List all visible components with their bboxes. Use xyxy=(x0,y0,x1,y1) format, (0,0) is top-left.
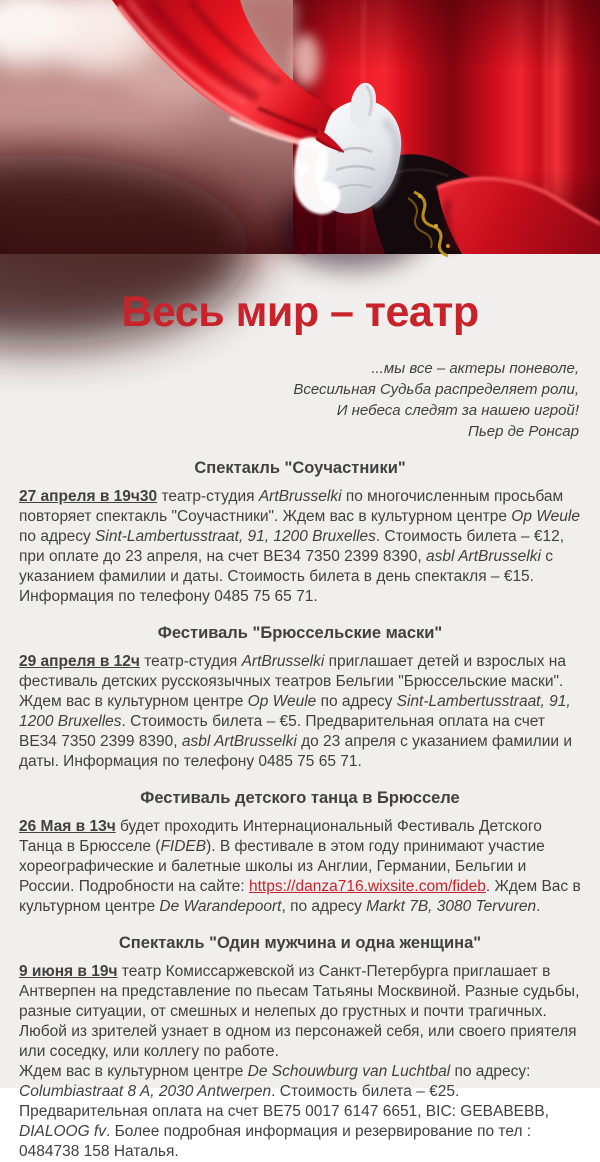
epigraph-line: ...мы все – актеры поневоле, xyxy=(371,360,579,377)
event-date: 26 Мая в 13ч xyxy=(19,818,116,835)
text-run: Columbiastraat 8 A, 2030 Antwerpen xyxy=(19,1083,272,1100)
section-heading: Фестиваль детского танца в Брюсселе xyxy=(140,789,460,807)
section-body xyxy=(19,817,581,917)
epigraph-author: Пьер де Ронсар xyxy=(467,423,579,440)
text-run: по многочисленным просьбам повторяет спектакль "Соучастники". Ждем вас в культурном центре xyxy=(19,488,564,525)
text-run: будет проходить Интернациональный Фестиваль Детского Танца в Брюсселе ( xyxy=(19,818,542,855)
newsletter-body xyxy=(0,288,600,1162)
text-run: театр-студия xyxy=(157,488,259,505)
text-run: De Warandepoort xyxy=(159,898,282,915)
epigraph-line: И небеса следят за нашею игрой! xyxy=(336,402,579,419)
text-run: до 23 апреля с указанием фамилии и даты. Информация по телефону 0485 75 65 71. xyxy=(19,733,572,770)
text-run: asbl ArtBrusselki xyxy=(426,548,541,565)
event-date: 27 апреля в 19ч30 xyxy=(19,488,158,505)
text-run: asbl ArtBrusselki xyxy=(181,733,297,750)
text-run: по адресу xyxy=(316,693,397,710)
section-heading: Спектакль "Один мужчина и одна женщина" xyxy=(118,934,482,952)
text-run: Ждем вас в культурном центре xyxy=(19,1063,248,1080)
text-run: ArtBrusselki xyxy=(241,653,325,670)
section-heading: Спектакль "Соучастники" xyxy=(194,459,406,477)
text-run: театр Комиссаржевской из Санкт-Петербурга приглашает в Антверпен на представление по пьесам Татьяны Москвиной. Разные судьбы, разные ситуации, от смешных и нелепых до грустных и почти трагичных. Любой из зрителей узнает в одном из персонажей себя, или своего приятеля или соседку, или коллегу по работе. xyxy=(19,963,580,1060)
text-run: FIDEB xyxy=(160,838,207,855)
text-run: Sint-Lambertusstraat, 91, 1200 Bruxelles xyxy=(95,528,376,545)
text-run: . Более подробная информация и резервирование по тел : 0484738 158 Наталья. xyxy=(19,1123,532,1160)
text-run: Op Weule xyxy=(511,508,580,525)
curtain-hand-illustration xyxy=(0,0,600,254)
text-run: ). В фестивале в этом году принимают участие хореографические и балетные школы из Англии, Германии, Бельгии и России. Подробности на сайте: xyxy=(19,838,545,895)
text-run: Sint-Lambertusstraat, 91, 1200 Bruxelles xyxy=(19,693,571,730)
page-title: Весь мир – театр xyxy=(121,288,479,336)
epigraph xyxy=(19,358,581,442)
epigraph-line: Всесильная Судьба распределяет роли, xyxy=(293,381,579,398)
section-body xyxy=(19,962,581,1162)
text-run: с указанием фамилии и даты. Стоимость билета в день спектакля – €15. Информация по телефону 0485 75 65 71. xyxy=(19,548,553,605)
text-run: . Стоимость билета – €5. Предварительная оплата на счет BE34 7350 2399 8390, xyxy=(19,713,545,750)
section-body xyxy=(19,652,581,772)
text-run: . Стоимость билета – €12, при оплате до 23 апреля, на счет BE34 7350 2399 8390, xyxy=(19,528,565,565)
text-run: . Стоимость билета – €25. Предварительная оплата на счет BE75 0017 6147 6651, BIC: GEBABEBB, xyxy=(19,1083,549,1120)
text-run: , по адресу xyxy=(281,898,367,915)
text-run: по адресу: xyxy=(450,1063,531,1080)
text-run: . Ждем Вас в культурном центре xyxy=(19,878,581,915)
text-run: Markt 7B, 3080 Tervuren xyxy=(366,898,537,915)
section-heading: Фестиваль "Брюссельские маски" xyxy=(157,624,443,642)
section-odin-muzhchina-odna-zhenschina xyxy=(19,933,581,1162)
text-run: театр-студия xyxy=(139,653,242,670)
event-date: 9 июня в 19ч xyxy=(19,963,118,980)
text-run: DIALOOG fv xyxy=(19,1123,106,1140)
section-spektakl-souchastniki xyxy=(19,458,581,607)
text-run: ArtBrusselki xyxy=(258,488,342,505)
text-run: De Schouwburg van Luchtbal xyxy=(247,1063,451,1080)
text-run: по адресу xyxy=(19,528,96,545)
external-link[interactable]: https://danza716.wixsite.com/fideb xyxy=(248,878,486,895)
text-run: приглашает детей и взрослых на фестиваль детских русскоязычных театров Бельгии "Брюссельские маски". Ждем вас в культурном центре xyxy=(19,653,566,710)
section-festival-detskogo-tanca xyxy=(19,788,581,917)
event-date: 29 апреля в 12ч xyxy=(19,653,140,670)
text-run: Op Weule xyxy=(247,693,317,710)
section-festival-brusselskie-maski xyxy=(19,623,581,772)
section-body xyxy=(19,487,581,607)
text-run: . xyxy=(536,898,541,915)
